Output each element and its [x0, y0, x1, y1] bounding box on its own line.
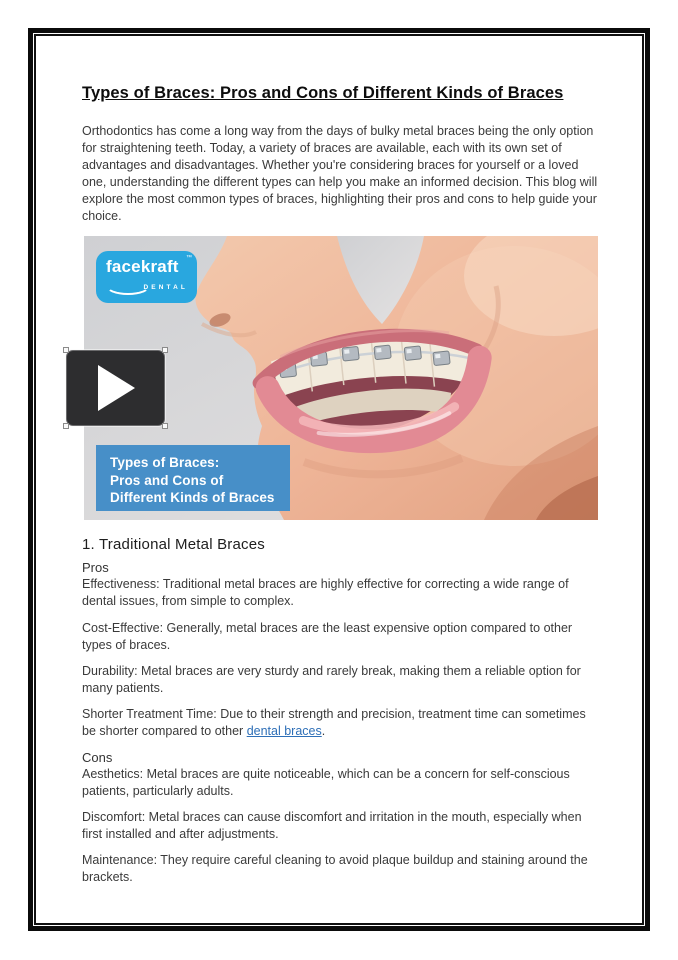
play-icon [98, 365, 135, 411]
caption-line: Pros and Cons of [110, 472, 224, 488]
pros-item-cost: Cost-Effective: Generally, metal braces are the least expensive option compared to other types of braces. [82, 620, 573, 652]
cons-item-maintenance: Maintenance: They require careful cleaning to avoid plaque buildup and staining around the brackets. [82, 853, 588, 885]
treatment-time-period: . [321, 724, 326, 739]
page-content [34, 34, 644, 925]
video-play-button[interactable] [66, 350, 165, 426]
pros-item-treatment-time [82, 706, 598, 740]
treatment-time-text: Shorter Treatment Time: Due to their strength and precision, treatment time can sometimes be shorter compared to other [82, 707, 586, 739]
selection-handle[interactable] [63, 423, 69, 429]
page-title: Types of Braces: Pros and Cons of Different Kinds of Braces [82, 84, 564, 102]
hero-caption-box [96, 445, 290, 511]
facekraft-logo [96, 251, 197, 303]
section-heading: 1. Traditional Metal Braces [82, 536, 265, 554]
cons-label: Cons [82, 749, 113, 765]
cons-item-aesthetics: Aesthetics: Metal braces are quite noticeable, which can be a concern for self-conscious patients, particularly adults. [82, 766, 570, 798]
intro-paragraph: Orthodontics has come a long way from the days of bulky metal braces being the only option for straightening teeth. Today, a variety of braces are available, each with its own set of advantages and disadvantages. Whether you're considering braces for yourself or a loved one, understanding the different types can help you make an informed decision. This blog will explore the most common types of braces, highlighting their pros and cons to help guide your choice. [82, 124, 598, 223]
pros-item-effectiveness: Effectiveness: Traditional metal braces are highly effective for correcting a wide range of dental issues, from simple to complex. [82, 577, 569, 609]
selection-handle[interactable] [162, 423, 168, 429]
logo-trademark: ™ [186, 255, 192, 262]
pros-label: Pros [82, 560, 109, 576]
logo-sub-text: DENTAL [143, 284, 188, 292]
pros-item-durability: Durability: Metal braces are very sturdy and rarely break, making them a reliable option for many patients. [82, 664, 581, 695]
hero-image [84, 236, 598, 520]
logo-brand-text: facekraft [106, 257, 179, 277]
selection-handle[interactable] [162, 347, 168, 353]
dental-braces-link[interactable]: dental braces [246, 724, 322, 739]
cons-item-discomfort: Discomfort: Metal braces can cause discomfort and irritation in the mouth, especially when first installed and after adjustments. [82, 810, 582, 841]
caption-line: Different Kinds of Braces [110, 490, 275, 506]
selection-handle[interactable] [63, 347, 69, 353]
page-border-frame [28, 28, 650, 931]
caption-line: Types of Braces: [110, 455, 220, 471]
